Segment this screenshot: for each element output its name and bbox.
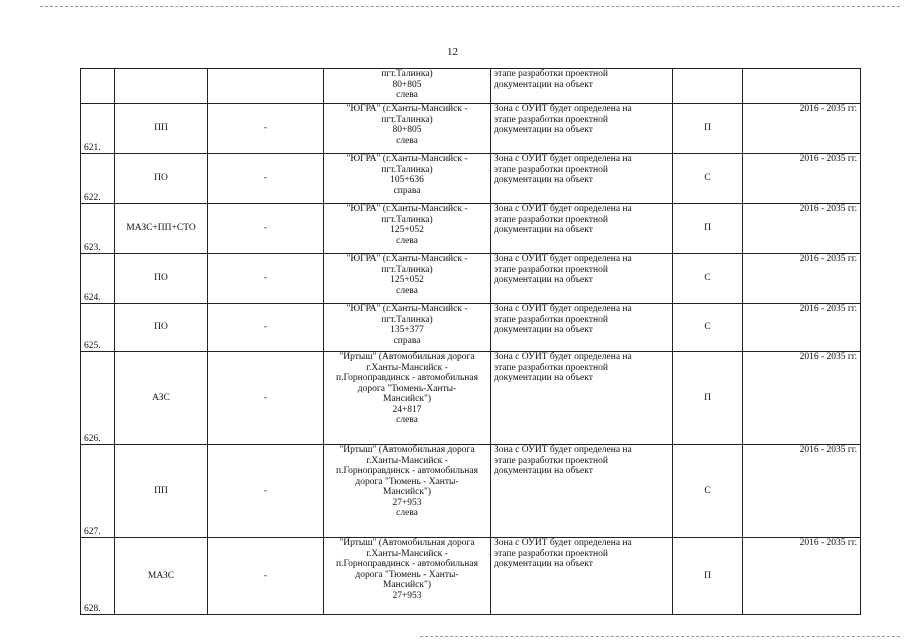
location-line: 27+953 bbox=[392, 590, 422, 601]
period-cell bbox=[743, 69, 861, 104]
row-number bbox=[81, 69, 115, 104]
zone-line: этапе разработки проектной bbox=[494, 548, 608, 559]
zone-cell bbox=[491, 445, 673, 538]
table-row bbox=[81, 204, 861, 254]
zone-line: документации на объект bbox=[494, 275, 593, 285]
location-line: 125+052 bbox=[390, 225, 424, 235]
location-line: "ЮГРА" (г.Ханты-Мансийск - bbox=[346, 254, 468, 264]
zone-line: документации на объект bbox=[494, 225, 593, 235]
placeholder-dash: - bbox=[208, 204, 324, 254]
location-line: п.Горноправдинск - автомобильная bbox=[336, 466, 478, 476]
location-line: г.Ханты-Мансийск - bbox=[366, 362, 448, 373]
location-line: 24+817 bbox=[392, 404, 422, 415]
location-line: "Иртыш" (Автомобильная дорога bbox=[339, 352, 475, 362]
zone-line: этапе разработки проектной bbox=[494, 164, 608, 175]
period-cell: 2016 - 2035 гг. bbox=[743, 352, 861, 445]
period-cell: 2016 - 2035 гг. bbox=[743, 445, 861, 538]
location-cell bbox=[324, 104, 491, 154]
location-line: г.Ханты-Мансийск - bbox=[366, 455, 448, 466]
period-cell: 2016 - 2035 гг. bbox=[743, 254, 861, 304]
location-line: 80+805 bbox=[392, 79, 422, 90]
location-cell bbox=[324, 445, 491, 538]
row-number: 626. bbox=[81, 352, 115, 445]
location-line: 135+377 bbox=[390, 325, 424, 335]
object-type: ПП bbox=[115, 445, 208, 538]
placeholder-dash: - bbox=[208, 304, 324, 352]
zone-line: документации на объект bbox=[494, 79, 593, 90]
table-row bbox=[81, 104, 861, 154]
category-cell: С bbox=[673, 154, 743, 204]
location-cell bbox=[324, 352, 491, 445]
table-row bbox=[81, 538, 861, 615]
location-line: дорога "Тюмень - Ханты- bbox=[355, 569, 459, 580]
zone-cell bbox=[491, 538, 673, 615]
category-cell: П bbox=[673, 538, 743, 615]
zone-line: Зона с ОУИТ будет определена на bbox=[494, 352, 632, 362]
category-cell: С bbox=[673, 445, 743, 538]
location-cell bbox=[324, 254, 491, 304]
location-line: п.Горноправдинск - автомобильная bbox=[336, 373, 478, 383]
placeholder-dash: - bbox=[208, 154, 324, 204]
placeholder-dash: - bbox=[208, 445, 324, 538]
object-type: МАЗС bbox=[115, 538, 208, 615]
location-cell bbox=[324, 204, 491, 254]
period-cell: 2016 - 2035 гг. bbox=[743, 304, 861, 352]
zone-cell bbox=[491, 204, 673, 254]
location-line: пгт.Талинка) bbox=[381, 69, 433, 79]
location-cell bbox=[324, 154, 491, 204]
object-type: АЗС bbox=[115, 352, 208, 445]
category-cell: П bbox=[673, 204, 743, 254]
zone-line: этапе разработки проектной bbox=[494, 264, 608, 275]
location-line: справа bbox=[393, 185, 421, 196]
zone-line: Зона с ОУИТ будет определена на bbox=[494, 204, 632, 214]
zone-line: этапе разработки проектной bbox=[494, 69, 608, 79]
zone-cell bbox=[491, 154, 673, 204]
location-line: "ЮГРА" (г.Ханты-Мансийск - bbox=[346, 154, 468, 164]
zone-cell bbox=[491, 304, 673, 352]
zone-line: документации на объект bbox=[494, 466, 593, 476]
row-number: 627. bbox=[81, 445, 115, 538]
location-line: слева bbox=[396, 508, 418, 518]
location-cell bbox=[324, 69, 491, 104]
row-number: 622. bbox=[81, 154, 115, 204]
zone-line: этапе разработки проектной bbox=[494, 214, 608, 225]
period-cell: 2016 - 2035 гг. bbox=[743, 154, 861, 204]
location-line: 125+052 bbox=[390, 275, 424, 285]
location-line: дорога "Тюмень - Ханты- bbox=[355, 476, 459, 487]
zone-cell bbox=[491, 254, 673, 304]
zone-cell bbox=[491, 352, 673, 445]
zone-cell bbox=[491, 104, 673, 154]
zone-line: Зона с ОУИТ будет определена на bbox=[494, 104, 632, 114]
object-type bbox=[115, 69, 208, 104]
object-type: МАЗС+ПП+СТО bbox=[115, 204, 208, 254]
zone-cell bbox=[491, 69, 673, 104]
object-type: ПО bbox=[115, 254, 208, 304]
location-line: "ЮГРА" (г.Ханты-Мансийск - bbox=[346, 304, 468, 314]
zone-line: этапе разработки проектной bbox=[494, 362, 608, 373]
location-line: слева bbox=[396, 415, 418, 425]
table-row bbox=[81, 154, 861, 204]
zone-line: этапе разработки проектной bbox=[494, 114, 608, 125]
table-row bbox=[81, 304, 861, 352]
row-number: 628. bbox=[81, 538, 115, 615]
zone-line: документации на объект bbox=[494, 125, 593, 135]
category-cell: С bbox=[673, 304, 743, 352]
location-line: пгт.Талинка) bbox=[381, 214, 433, 225]
category-cell: П bbox=[673, 104, 743, 154]
location-line: Мансийск") bbox=[382, 487, 431, 497]
row-number: 624. bbox=[81, 254, 115, 304]
location-line: пгт.Талинка) bbox=[381, 264, 433, 275]
zone-line: документации на объект bbox=[494, 175, 593, 185]
zone-line: этапе разработки проектной bbox=[494, 314, 608, 325]
period-cell: 2016 - 2035 гг. bbox=[743, 204, 861, 254]
row-number: 621. bbox=[81, 104, 115, 154]
category-cell: П bbox=[673, 352, 743, 445]
zone-line: Зона с ОУИТ будет определена на bbox=[494, 154, 632, 164]
zone-line: Зона с ОУИТ будет определена на bbox=[494, 304, 632, 314]
location-line: г.Ханты-Мансийск - bbox=[366, 548, 448, 559]
placeholder-dash: - bbox=[208, 352, 324, 445]
scan-edge-bottom bbox=[420, 636, 900, 637]
location-line: "ЮГРА" (г.Ханты-Мансийск - bbox=[346, 104, 468, 114]
placeholder-dash: - bbox=[208, 538, 324, 615]
location-line: пгт.Талинка) bbox=[381, 114, 433, 125]
object-type: ПП bbox=[115, 104, 208, 154]
location-cell bbox=[324, 304, 491, 352]
location-line: справа bbox=[393, 335, 421, 346]
location-line: п.Горноправдинск - автомобильная bbox=[336, 559, 478, 569]
location-line: 80+805 bbox=[392, 125, 422, 135]
period-cell: 2016 - 2035 гг. bbox=[743, 104, 861, 154]
placeholder-dash: - bbox=[208, 104, 324, 154]
table-row bbox=[81, 254, 861, 304]
table-row bbox=[81, 445, 861, 538]
zone-line: этапе разработки проектной bbox=[494, 455, 608, 466]
zone-line: документации на объект bbox=[494, 559, 593, 569]
location-cell bbox=[324, 538, 491, 615]
placeholder-dash: - bbox=[208, 254, 324, 304]
category-cell bbox=[673, 69, 743, 104]
zone-line: Зона с ОУИТ будет определена на bbox=[494, 538, 632, 548]
placeholder-dash bbox=[208, 69, 324, 104]
location-line: "ЮГРА" (г.Ханты-Мансийск - bbox=[346, 204, 468, 214]
location-line: пгт.Талинка) bbox=[381, 314, 433, 325]
category-cell: С bbox=[673, 254, 743, 304]
table-row bbox=[81, 69, 861, 104]
location-line: 27+953 bbox=[392, 497, 422, 508]
object-type: ПО bbox=[115, 154, 208, 204]
location-line: дорога "Тюмень-Ханты- bbox=[357, 383, 457, 394]
location-line: Мансийск") bbox=[382, 394, 431, 404]
location-line: 105+636 bbox=[390, 175, 424, 185]
zone-line: документации на объект bbox=[494, 325, 593, 335]
scan-edge-top bbox=[40, 6, 900, 7]
location-line: слева bbox=[396, 285, 418, 296]
zone-line: Зона с ОУИТ будет определена на bbox=[494, 445, 632, 455]
table-row bbox=[81, 352, 861, 445]
registry-table-body bbox=[81, 69, 861, 615]
zone-line: документации на объект bbox=[494, 373, 593, 383]
location-line: "Иртыш" (Автомобильная дорога bbox=[339, 445, 475, 455]
location-line: Мансийск") bbox=[382, 580, 431, 590]
row-number: 625. bbox=[81, 304, 115, 352]
location-line: "Иртыш" (Автомобильная дорога bbox=[339, 538, 475, 548]
registry-table bbox=[80, 68, 861, 615]
page-number: 12 bbox=[447, 46, 458, 58]
location-line: слева bbox=[396, 135, 418, 146]
location-line: слева bbox=[396, 90, 418, 100]
location-line: пгт.Талинка) bbox=[381, 164, 433, 175]
object-type: ПО bbox=[115, 304, 208, 352]
period-cell: 2016 - 2035 гг. bbox=[743, 538, 861, 615]
zone-line: Зона с ОУИТ будет определена на bbox=[494, 254, 632, 264]
row-number: 623. bbox=[81, 204, 115, 254]
location-line: слева bbox=[396, 235, 418, 246]
